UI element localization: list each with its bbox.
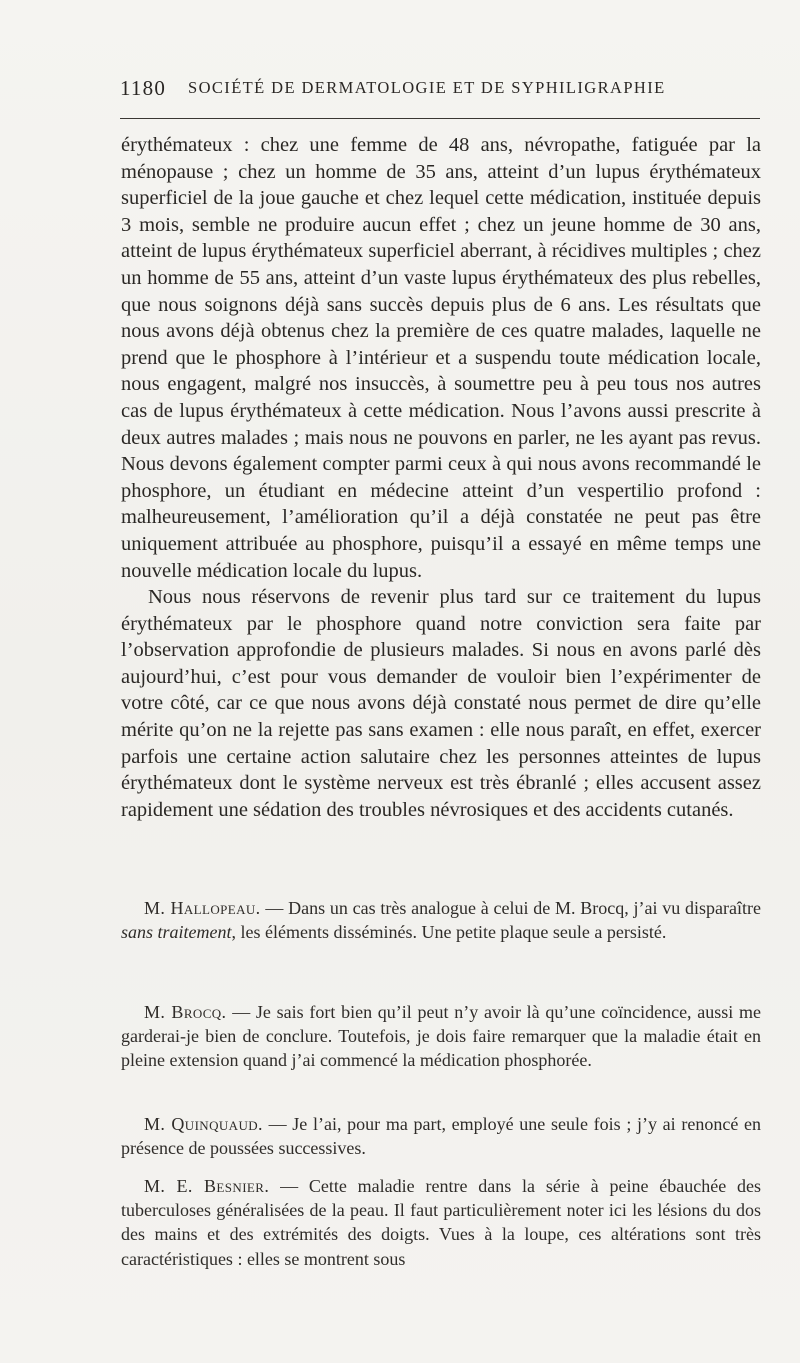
running-title: SOCIÉTÉ DE DERMATOLOGIE ET DE SYPHILIGRAPHIE: [188, 78, 666, 97]
header-rule: [120, 118, 760, 119]
paragraph-1: érythémateux : chez une femme de 48 ans, névropathe, fatiguée par la ménopause ; chez un homme de 35 ans, atteint d’un lupus érythémateux superficiel de la joue gauche et chez lequel cette médication, instituée depuis 3 mois, semble ne produire aucun effet ; chez un jeune homme de 30 ans, atteint de lupus érythémateux superficiel aberrant, à récidives multiples ; chez un homme de 55 ans, atteint d’un vaste lupus érythémateux des plus rebelles, que nous soignons déjà sans succès depuis plus de 6 ans. Les résultats que nous avons déjà obtenus chez la première de ces quatre malades, laquelle ne prend que le phosphore à l’intérieur et a suspendu toute médication locale, nous engagent, malgré nos insuccès, à soumettre peu à peu tous nos autres cas de lupus érythémateux à cette médication. Nous l’avons aussi prescrite à deux autres malades ; mais nous ne pouvons en parler, ne les ayant pas revus. Nous devons également compter parmi ceux à qui nous avons recommandé le phosphore, un étudiant en médecine atteint d’un vespertilio profond : malheureusement, l’amélioration qu’il a déjà constatée ne peut pas être uniquement attribuée au phosphore, puisqu’il a essayé en même temps une nouvelle médication locale du lupus.: [121, 134, 761, 582]
remark-text: — Dans un cas très analogue à celui de M. Brocq, j’ai vu disparaître: [260, 898, 762, 918]
main-text: [121, 132, 761, 823]
discussion-quinquaud: [121, 1112, 761, 1160]
speaker-name: M. Hallopeau.: [144, 898, 261, 918]
speaker-name: M. E. Besnier.: [144, 1176, 270, 1196]
remark-text: — Je sais fort bien qu’il peut n’y avoir là qu’une coïncidence, aussi me garderai-je bien de conclure. Toutefois, je dois faire remarquer que la maladie était en pleine extension quand j’ai commencé la médication phosphorée.: [121, 1002, 761, 1071]
speaker-name: M. Quinquaud.: [144, 1114, 263, 1134]
speaker-name: M. Brocq.: [144, 1002, 227, 1022]
page-header: [120, 76, 760, 106]
remark-text-end: , les éléments disséminés. Une petite plaque seule a persisté.: [231, 922, 667, 943]
paragraph-2: Nous nous réservons de revenir plus tard sur ce traitement du lupus érythémateux par le phosphore quand notre conviction sera faite par l’observation approfondie de plusieurs malades. Si nous en avons parlé dès aujourd’hui, c’est pour vous demander de vouloir bien l’expérimenter de votre côté, car ce que nous avons déjà constaté nous permet de dire qu’elle mérite qu’on ne la rejette pas sans examen : elle nous paraît, en effet, exercer parfois une certaine action salutaire chez les personnes atteintes de lupus érythémateux dont le système nerveux est très ébranlé ; elles accusent assez rapidement une sédation des troubles névrosiques et des accidents cutanés.: [121, 586, 761, 821]
discussion-hallopeau: [121, 896, 761, 944]
page-number: 1180: [120, 76, 167, 100]
discussion-brocq: [121, 1000, 761, 1073]
discussion-besnier: [121, 1174, 761, 1271]
remark-italic: sans traitement: [121, 922, 232, 943]
remark-text: — Je l’ai, pour ma part, employé une seule fois ; j’y ai renoncé en présence de poussées successives.: [121, 1114, 761, 1159]
remark-text: — Cette maladie rentre dans la série à peine ébauchée des tuberculoses généralisées de la peau. Il faut particulièrement noter ici les lésions du dos des mains et des extrémités des doigts. Vues à la loupe, ces altérations sont très caractéristiques : elles se montrent sous: [121, 1176, 762, 1269]
